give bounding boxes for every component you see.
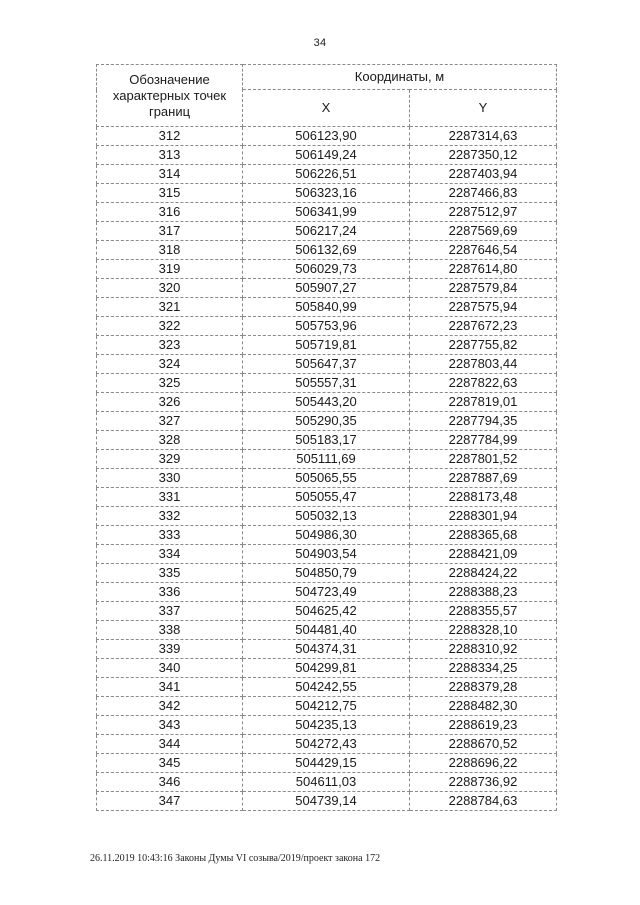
- point-id-cell: 334: [97, 545, 243, 564]
- point-id-cell: 318: [97, 241, 243, 260]
- y-coordinate-cell: 2288696,22: [410, 754, 557, 773]
- y-coordinate-cell: 2287755,82: [410, 336, 557, 355]
- point-id-cell: 329: [97, 450, 243, 469]
- point-id-cell: 325: [97, 374, 243, 393]
- x-coordinate-cell: 505055,47: [243, 488, 410, 507]
- y-coordinate-cell: 2287403,94: [410, 165, 557, 184]
- y-coordinate-cell: 2288619,23: [410, 716, 557, 735]
- point-id-cell: 324: [97, 355, 243, 374]
- point-id-cell: 319: [97, 260, 243, 279]
- x-coordinate-cell: 505840,99: [243, 298, 410, 317]
- table-row: [97, 279, 557, 298]
- point-id-cell: 327: [97, 412, 243, 431]
- point-id-cell: 347: [97, 792, 243, 811]
- y-coordinate-cell: 2287512,97: [410, 203, 557, 222]
- table-row: [97, 678, 557, 697]
- table-row: [97, 165, 557, 184]
- table-row: [97, 241, 557, 260]
- x-coordinate-cell: 504723,49: [243, 583, 410, 602]
- x-coordinate-cell: 506341,99: [243, 203, 410, 222]
- y-coordinate-cell: 2287801,52: [410, 450, 557, 469]
- y-coordinate-cell: 2287672,23: [410, 317, 557, 336]
- x-coordinate-cell: 504611,03: [243, 773, 410, 792]
- y-coordinate-cell: 2287822,63: [410, 374, 557, 393]
- y-coordinate-cell: 2288736,92: [410, 773, 557, 792]
- table-row: [97, 260, 557, 279]
- y-coordinate-cell: 2287646,54: [410, 241, 557, 260]
- table-row: [97, 640, 557, 659]
- x-coordinate-cell: 504212,75: [243, 697, 410, 716]
- point-id-cell: 332: [97, 507, 243, 526]
- table-row: [97, 659, 557, 678]
- y-coordinate-cell: 2287350,12: [410, 146, 557, 165]
- y-coordinate-cell: 2288310,92: [410, 640, 557, 659]
- table-row: [97, 583, 557, 602]
- table-row: [97, 621, 557, 640]
- y-coordinate-cell: 2287784,99: [410, 431, 557, 450]
- y-coordinate-cell: 2288365,68: [410, 526, 557, 545]
- table-row: [97, 431, 557, 450]
- x-coordinate-cell: 504986,30: [243, 526, 410, 545]
- table-row: [97, 735, 557, 754]
- x-coordinate-cell: 506123,90: [243, 127, 410, 146]
- point-id-cell: 341: [97, 678, 243, 697]
- table-row: [97, 184, 557, 203]
- x-coordinate-cell: 504850,79: [243, 564, 410, 583]
- y-coordinate-cell: 2287579,84: [410, 279, 557, 298]
- x-coordinate-cell: 506132,69: [243, 241, 410, 260]
- table-row: [97, 526, 557, 545]
- table-row: [97, 773, 557, 792]
- x-coordinate-cell: 505719,81: [243, 336, 410, 355]
- point-id-cell: 314: [97, 165, 243, 184]
- table-row: [97, 127, 557, 146]
- x-coordinate-cell: 505753,96: [243, 317, 410, 336]
- y-coordinate-cell: 2287803,44: [410, 355, 557, 374]
- y-coordinate-cell: 2287569,69: [410, 222, 557, 241]
- point-id-cell: 323: [97, 336, 243, 355]
- table-body: [97, 127, 557, 811]
- point-id-cell: 316: [97, 203, 243, 222]
- coordinates-table: [96, 64, 557, 811]
- table-row: [97, 355, 557, 374]
- x-coordinate-cell: 505443,20: [243, 393, 410, 412]
- point-id-cell: 321: [97, 298, 243, 317]
- y-coordinate-cell: 2287794,35: [410, 412, 557, 431]
- point-id-cell: 328: [97, 431, 243, 450]
- table-header: [97, 65, 557, 127]
- point-id-cell: 333: [97, 526, 243, 545]
- header-point-designation: Обозначение характерных точек границ: [97, 65, 243, 127]
- x-coordinate-cell: 506226,51: [243, 165, 410, 184]
- point-id-cell: 317: [97, 222, 243, 241]
- x-coordinate-cell: 504235,13: [243, 716, 410, 735]
- table-row: [97, 336, 557, 355]
- y-coordinate-cell: 2288173,48: [410, 488, 557, 507]
- header-coordinates: Координаты, м: [243, 65, 557, 90]
- document-footer: 26.11.2019 10:43:16 Законы Думы VI созыва/2019/проект закона 172: [90, 853, 381, 864]
- table-row: [97, 488, 557, 507]
- table-row: [97, 792, 557, 811]
- y-coordinate-cell: 2288355,57: [410, 602, 557, 621]
- point-id-cell: 315: [97, 184, 243, 203]
- y-coordinate-cell: 2288301,94: [410, 507, 557, 526]
- point-id-cell: 337: [97, 602, 243, 621]
- y-coordinate-cell: 2288379,28: [410, 678, 557, 697]
- page-number: 34: [313, 37, 327, 49]
- point-id-cell: 330: [97, 469, 243, 488]
- point-id-cell: 313: [97, 146, 243, 165]
- table-row: [97, 602, 557, 621]
- table-row: [97, 716, 557, 735]
- y-coordinate-cell: 2288421,09: [410, 545, 557, 564]
- y-coordinate-cell: 2287819,01: [410, 393, 557, 412]
- header-x: X: [243, 90, 410, 127]
- point-id-cell: 345: [97, 754, 243, 773]
- table-row: [97, 317, 557, 336]
- header-y: Y: [410, 90, 557, 127]
- point-id-cell: 322: [97, 317, 243, 336]
- point-id-cell: 326: [97, 393, 243, 412]
- x-coordinate-cell: 504242,55: [243, 678, 410, 697]
- y-coordinate-cell: 2288670,52: [410, 735, 557, 754]
- table-row: [97, 393, 557, 412]
- table-row: [97, 146, 557, 165]
- point-id-cell: 340: [97, 659, 243, 678]
- point-id-cell: 338: [97, 621, 243, 640]
- x-coordinate-cell: 505111,69: [243, 450, 410, 469]
- point-id-cell: 344: [97, 735, 243, 754]
- table-row: [97, 697, 557, 716]
- x-coordinate-cell: 504481,40: [243, 621, 410, 640]
- x-coordinate-cell: 504625,42: [243, 602, 410, 621]
- y-coordinate-cell: 2288482,30: [410, 697, 557, 716]
- x-coordinate-cell: 504272,43: [243, 735, 410, 754]
- table-row: [97, 469, 557, 488]
- point-id-cell: 335: [97, 564, 243, 583]
- table-row: [97, 374, 557, 393]
- y-coordinate-cell: 2287575,94: [410, 298, 557, 317]
- y-coordinate-cell: 2288334,25: [410, 659, 557, 678]
- x-coordinate-cell: 505183,17: [243, 431, 410, 450]
- point-id-cell: 312: [97, 127, 243, 146]
- y-coordinate-cell: 2287466,83: [410, 184, 557, 203]
- table-row: [97, 412, 557, 431]
- x-coordinate-cell: 506323,16: [243, 184, 410, 203]
- table-row: [97, 298, 557, 317]
- y-coordinate-cell: 2287614,80: [410, 260, 557, 279]
- table-row: [97, 754, 557, 773]
- x-coordinate-cell: 504903,54: [243, 545, 410, 564]
- x-coordinate-cell: 506029,73: [243, 260, 410, 279]
- point-id-cell: 346: [97, 773, 243, 792]
- table-row: [97, 450, 557, 469]
- y-coordinate-cell: 2287887,69: [410, 469, 557, 488]
- y-coordinate-cell: 2288424,22: [410, 564, 557, 583]
- x-coordinate-cell: 505065,55: [243, 469, 410, 488]
- table-row: [97, 507, 557, 526]
- table-row: [97, 545, 557, 564]
- x-coordinate-cell: 505647,37: [243, 355, 410, 374]
- table-row: [97, 222, 557, 241]
- point-id-cell: 342: [97, 697, 243, 716]
- y-coordinate-cell: 2288784,63: [410, 792, 557, 811]
- x-coordinate-cell: 506149,24: [243, 146, 410, 165]
- x-coordinate-cell: 506217,24: [243, 222, 410, 241]
- point-id-cell: 320: [97, 279, 243, 298]
- x-coordinate-cell: 505907,27: [243, 279, 410, 298]
- x-coordinate-cell: 504739,14: [243, 792, 410, 811]
- table-row: [97, 564, 557, 583]
- point-id-cell: 343: [97, 716, 243, 735]
- y-coordinate-cell: 2288388,23: [410, 583, 557, 602]
- table-row: [97, 203, 557, 222]
- y-coordinate-cell: 2288328,10: [410, 621, 557, 640]
- point-id-cell: 331: [97, 488, 243, 507]
- x-coordinate-cell: 505290,35: [243, 412, 410, 431]
- x-coordinate-cell: 504374,31: [243, 640, 410, 659]
- x-coordinate-cell: 505032,13: [243, 507, 410, 526]
- point-id-cell: 336: [97, 583, 243, 602]
- x-coordinate-cell: 504429,15: [243, 754, 410, 773]
- x-coordinate-cell: 505557,31: [243, 374, 410, 393]
- x-coordinate-cell: 504299,81: [243, 659, 410, 678]
- y-coordinate-cell: 2287314,63: [410, 127, 557, 146]
- point-id-cell: 339: [97, 640, 243, 659]
